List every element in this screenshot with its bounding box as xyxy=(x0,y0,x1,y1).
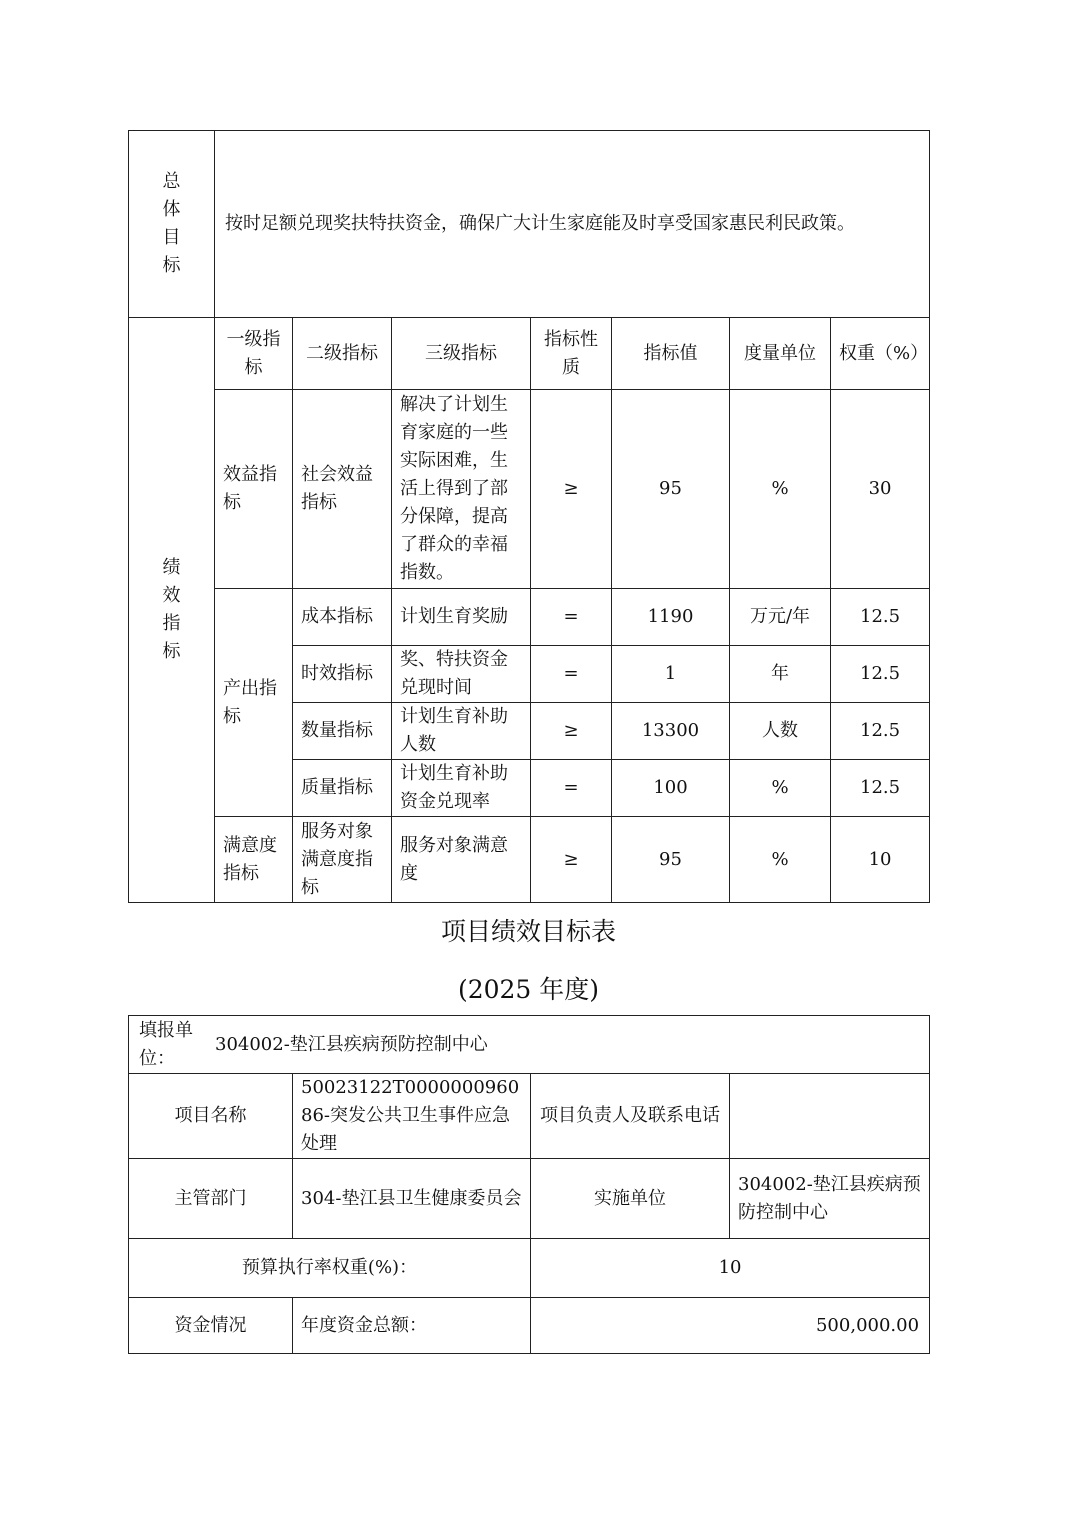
project-name-label: 项目名称 xyxy=(129,1074,293,1159)
supervising-dept-value: 304-垫江县卫生健康委员会 xyxy=(293,1159,531,1239)
reporting-unit-value: 304002-垫江县疾病预防控制中心 xyxy=(215,1033,488,1055)
level3-cell: 解决了计划生育家庭的一些实际困难，生活上得到了部分保障，提高了群众的幸福指数。 xyxy=(392,390,531,589)
level2-cell: 社会效益指标 xyxy=(293,390,392,589)
overall-goal-text: 按时足额兑现奖扶特扶资金，确保广大计生家庭能及时享受国家惠民利民政策。 xyxy=(215,131,930,318)
unit-cell: % xyxy=(730,390,831,589)
unit-cell: 人数 xyxy=(730,703,831,760)
header-value: 指标值 xyxy=(612,318,730,390)
page-title: 项目绩效目标表 xyxy=(440,917,616,946)
implementing-unit-label: 实施单位 xyxy=(531,1159,730,1239)
header-weight: 权重（%） xyxy=(831,318,930,390)
performance-indicators-label: 绩 效 指 标 xyxy=(129,318,215,903)
level2-cell: 质量指标 xyxy=(293,760,392,817)
value-cell: 95 xyxy=(612,390,730,589)
unit-cell: % xyxy=(730,817,831,903)
unit-cell: % xyxy=(730,760,831,817)
table-row xyxy=(129,589,930,646)
weight-cell: 10 xyxy=(831,817,930,903)
nature-cell: ≥ xyxy=(531,817,612,903)
level3-cell: 奖、特扶资金兑现时间 xyxy=(392,646,531,703)
nature-cell: ≥ xyxy=(531,703,612,760)
unit-cell: 万元/年 xyxy=(730,589,831,646)
level3-cell: 计划生育补助人数 xyxy=(392,703,531,760)
level2-cell: 数量指标 xyxy=(293,703,392,760)
project-info-table xyxy=(128,1015,930,1354)
overall-goal-label: 总 体 目 标 xyxy=(129,131,215,318)
level3-cell: 服务对象满意度 xyxy=(392,817,531,903)
page-subtitle: (2025 年度) xyxy=(457,975,600,1004)
budget-weight-value: 10 xyxy=(531,1239,930,1298)
budget-weight-label: 预算执行率权重(%)： xyxy=(129,1239,531,1298)
level3-cell: 计划生育补助资金兑现率 xyxy=(392,760,531,817)
project-contact-value xyxy=(730,1074,930,1159)
header-nature: 指标性质 xyxy=(531,318,612,390)
implementing-unit-value: 304002-垫江县疾病预防控制中心 xyxy=(730,1159,930,1239)
weight-cell: 12.5 xyxy=(831,703,930,760)
header-unit: 度量单位 xyxy=(730,318,831,390)
value-cell: 1 xyxy=(612,646,730,703)
annual-fund-total-label: 年度资金总额： xyxy=(293,1298,531,1354)
header-level3: 三级指标 xyxy=(392,318,531,390)
value-cell: 13300 xyxy=(612,703,730,760)
weight-cell: 12.5 xyxy=(831,589,930,646)
level2-cell: 服务对象满意度指标 xyxy=(293,817,392,903)
weight-cell: 30 xyxy=(831,390,930,589)
value-cell: 1190 xyxy=(612,589,730,646)
annual-fund-total-value: 500,000.00 xyxy=(531,1298,930,1354)
nature-cell: = xyxy=(531,646,612,703)
project-name-value: 50023122T000000096086-突发公共卫生事件应急处理 xyxy=(293,1074,531,1159)
header-level2: 二级指标 xyxy=(293,318,392,390)
performance-indicator-table xyxy=(128,130,930,903)
value-cell: 95 xyxy=(612,817,730,903)
weight-cell: 12.5 xyxy=(831,760,930,817)
fund-status-label: 资金情况 xyxy=(129,1298,293,1354)
nature-cell: = xyxy=(531,589,612,646)
header-level1: 一级指标 xyxy=(215,318,293,390)
weight-cell: 12.5 xyxy=(831,646,930,703)
table-row xyxy=(129,817,930,903)
reporting-unit-label: 填报单位： xyxy=(139,1019,193,1069)
unit-cell: 年 xyxy=(730,646,831,703)
value-cell: 100 xyxy=(612,760,730,817)
supervising-dept-label: 主管部门 xyxy=(129,1159,293,1239)
nature-cell: = xyxy=(531,760,612,817)
level1-cell: 满意度指标 xyxy=(215,817,293,903)
level2-cell: 成本指标 xyxy=(293,589,392,646)
level1-cell: 产出指标 xyxy=(215,589,293,817)
reporting-unit-row xyxy=(129,1016,930,1074)
level3-cell: 计划生育奖励 xyxy=(392,589,531,646)
level2-cell: 时效指标 xyxy=(293,646,392,703)
project-contact-label: 项目负责人及联系电话 xyxy=(531,1074,730,1159)
level1-cell: 效益指标 xyxy=(215,390,293,589)
nature-cell: ≥ xyxy=(531,390,612,589)
table-row xyxy=(129,390,930,589)
